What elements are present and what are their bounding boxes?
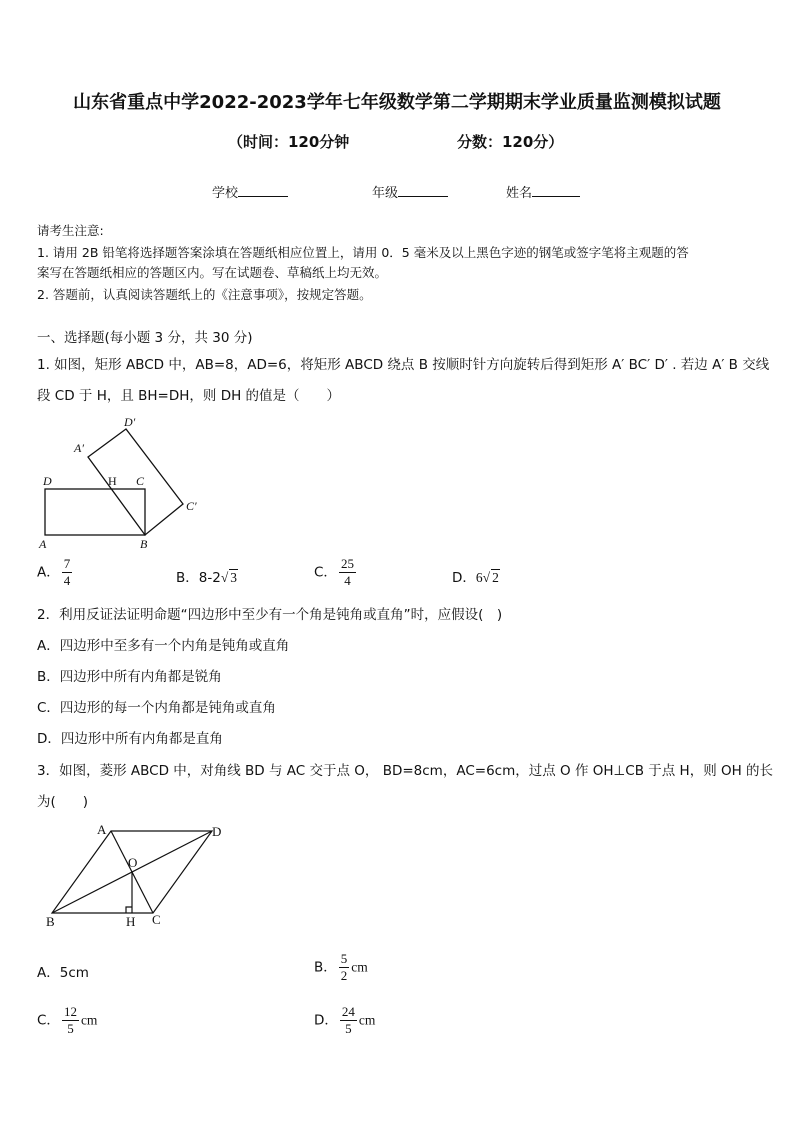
school-blank[interactable]	[238, 182, 288, 197]
q3-option-c-numerator: 12	[63, 1004, 77, 1019]
exam-score: 分数：120分）	[457, 133, 564, 151]
notice-heading: 请考生注意:	[37, 223, 104, 238]
q1-option-a-label: A．	[37, 564, 60, 581]
name-label: 姓名	[506, 186, 533, 201]
q1-option-c-denominator: 4	[344, 573, 351, 588]
q2-option-a[interactable]: A．四边形中至多有一个内角是钝角或直角	[37, 638, 290, 654]
q3-option-b-denominator: 2	[340, 968, 348, 983]
label-a-prime: A′	[74, 441, 84, 455]
label-d-prime: D′	[124, 415, 136, 429]
q3-option-d-fraction	[340, 1004, 357, 1037]
q1-option-c-label: C．	[314, 564, 337, 581]
label-d: D	[43, 474, 52, 488]
q3-option-b-numerator: 5	[340, 951, 348, 966]
q1-option-d-radicand: 2	[492, 570, 499, 585]
label-a: A	[97, 822, 107, 837]
label-a: A	[39, 537, 47, 551]
q3-option-c-unit: cm	[80, 1012, 98, 1028]
radical-icon: √	[220, 570, 229, 585]
q3-option-b-label: B．	[314, 959, 337, 976]
label-c-prime: C′	[186, 499, 197, 513]
notice-item1-line2: 案写在答题纸相应的答题区内。写在试题卷、草稿纸上均无效。	[37, 265, 388, 280]
q3-option-d-label: D．	[314, 1012, 338, 1029]
q1-option-d[interactable]	[452, 566, 500, 586]
q3-option-c[interactable]	[37, 1004, 97, 1037]
label-h: H	[126, 914, 136, 929]
q1-option-d-coef: 6	[475, 570, 483, 585]
q1-stem-line1: 1. 如图，矩形 ABCD 中，AB=8，AD=6，将矩形 ABCD 绕点 B 按顺时针方向旋转后得到矩形 A′ BC′ D′ . 若边 A′ B 交线	[37, 357, 770, 373]
notice-item2: 2. 答题前，认真阅读答题纸上的《注意事项》，按规定答题。	[37, 287, 372, 302]
q3-option-b-unit: cm	[351, 959, 368, 975]
q2-stem: 2．利用反证法证明命题“四边形中至少有一个角是钝角或直角”时，应假设( )	[37, 607, 503, 623]
page-title: 山东省重点中学2022-2023学年七年级数学第二学期期末学业质量监测模拟试题	[73, 92, 721, 113]
q1-option-b-label: B．	[176, 570, 199, 586]
q3-option-d-unit: cm	[358, 1012, 376, 1028]
rect-abcd	[45, 489, 145, 535]
q1-option-b[interactable]	[176, 566, 238, 586]
q1-figure	[36, 412, 216, 552]
label-b: B	[46, 914, 55, 929]
label-c: C	[136, 474, 145, 488]
label-d: D	[212, 824, 222, 839]
q1-option-a-fraction	[62, 556, 73, 589]
q3-option-c-label: C．	[37, 1012, 60, 1029]
q3-option-a[interactable]: A．5cm	[37, 965, 89, 981]
exam-time: （时间：120分钟	[228, 133, 350, 151]
q1-option-b-coef: 8-2	[198, 570, 221, 586]
label-o: O	[128, 855, 138, 870]
q1-option-d-label: D．	[452, 570, 476, 586]
school-field	[212, 182, 288, 201]
q2-option-c[interactable]: C．四边形的每一个内角都是钝角或直角	[37, 700, 276, 716]
q1-option-a[interactable]	[37, 556, 74, 589]
q3-option-c-denominator: 5	[67, 1021, 74, 1036]
q3-option-d-denominator: 5	[345, 1021, 352, 1036]
right-angle-mark	[126, 907, 132, 913]
q1-option-a-denominator: 4	[63, 573, 71, 588]
q1-stem-line2: 段 CD 于 H，且 BH=DH，则 DH 的值是（ ）	[37, 388, 341, 404]
radical-icon: √	[482, 570, 491, 585]
q3-stem-line1: 3．如图，菱形 ABCD 中，对角线 BD 与 AC 交于点 O， BD=8cm，AC=6cm，过点 O 作 OH⊥CB 于点 H，则 OH 的长	[37, 763, 774, 779]
grade-blank[interactable]	[398, 182, 448, 197]
q3-option-d-numerator: 24	[341, 1004, 355, 1019]
notice-item1-line1: 1. 请用 2B 铅笔将选择题答案涂填在答题纸相应位置上，请用 0．5 毫米及以上黑色字迹的钢笔或签字笔将主观题的答	[37, 245, 689, 260]
q2-option-d[interactable]: D．四边形中所有内角都是直角	[37, 731, 223, 747]
q3-option-c-fraction	[62, 1004, 79, 1037]
label-b: B	[140, 537, 148, 551]
q1-option-a-numerator: 7	[63, 556, 71, 571]
label-h: H	[108, 474, 117, 488]
q3-option-d[interactable]	[314, 1004, 375, 1037]
q3-option-b-fraction	[339, 951, 350, 984]
q1-option-c-numerator: 25	[340, 556, 354, 571]
q3-figure	[40, 818, 240, 933]
section-heading: 一、选择题(每小题 3 分，共 30 分)	[37, 330, 253, 346]
label-c: C	[152, 912, 161, 927]
grade-label: 年级	[372, 186, 399, 201]
q2-option-b[interactable]: B．四边形中所有内角都是锐角	[37, 669, 222, 685]
q1-option-c[interactable]	[314, 556, 358, 589]
grade-field	[372, 182, 448, 201]
name-field	[506, 182, 580, 201]
q3-option-b[interactable]	[314, 951, 368, 984]
school-label: 学校	[212, 186, 239, 201]
name-blank[interactable]	[532, 182, 580, 197]
q3-stem-line2: 为( )	[37, 794, 89, 810]
q1-option-b-radicand: 3	[230, 570, 237, 585]
q1-option-c-fraction	[339, 556, 356, 589]
